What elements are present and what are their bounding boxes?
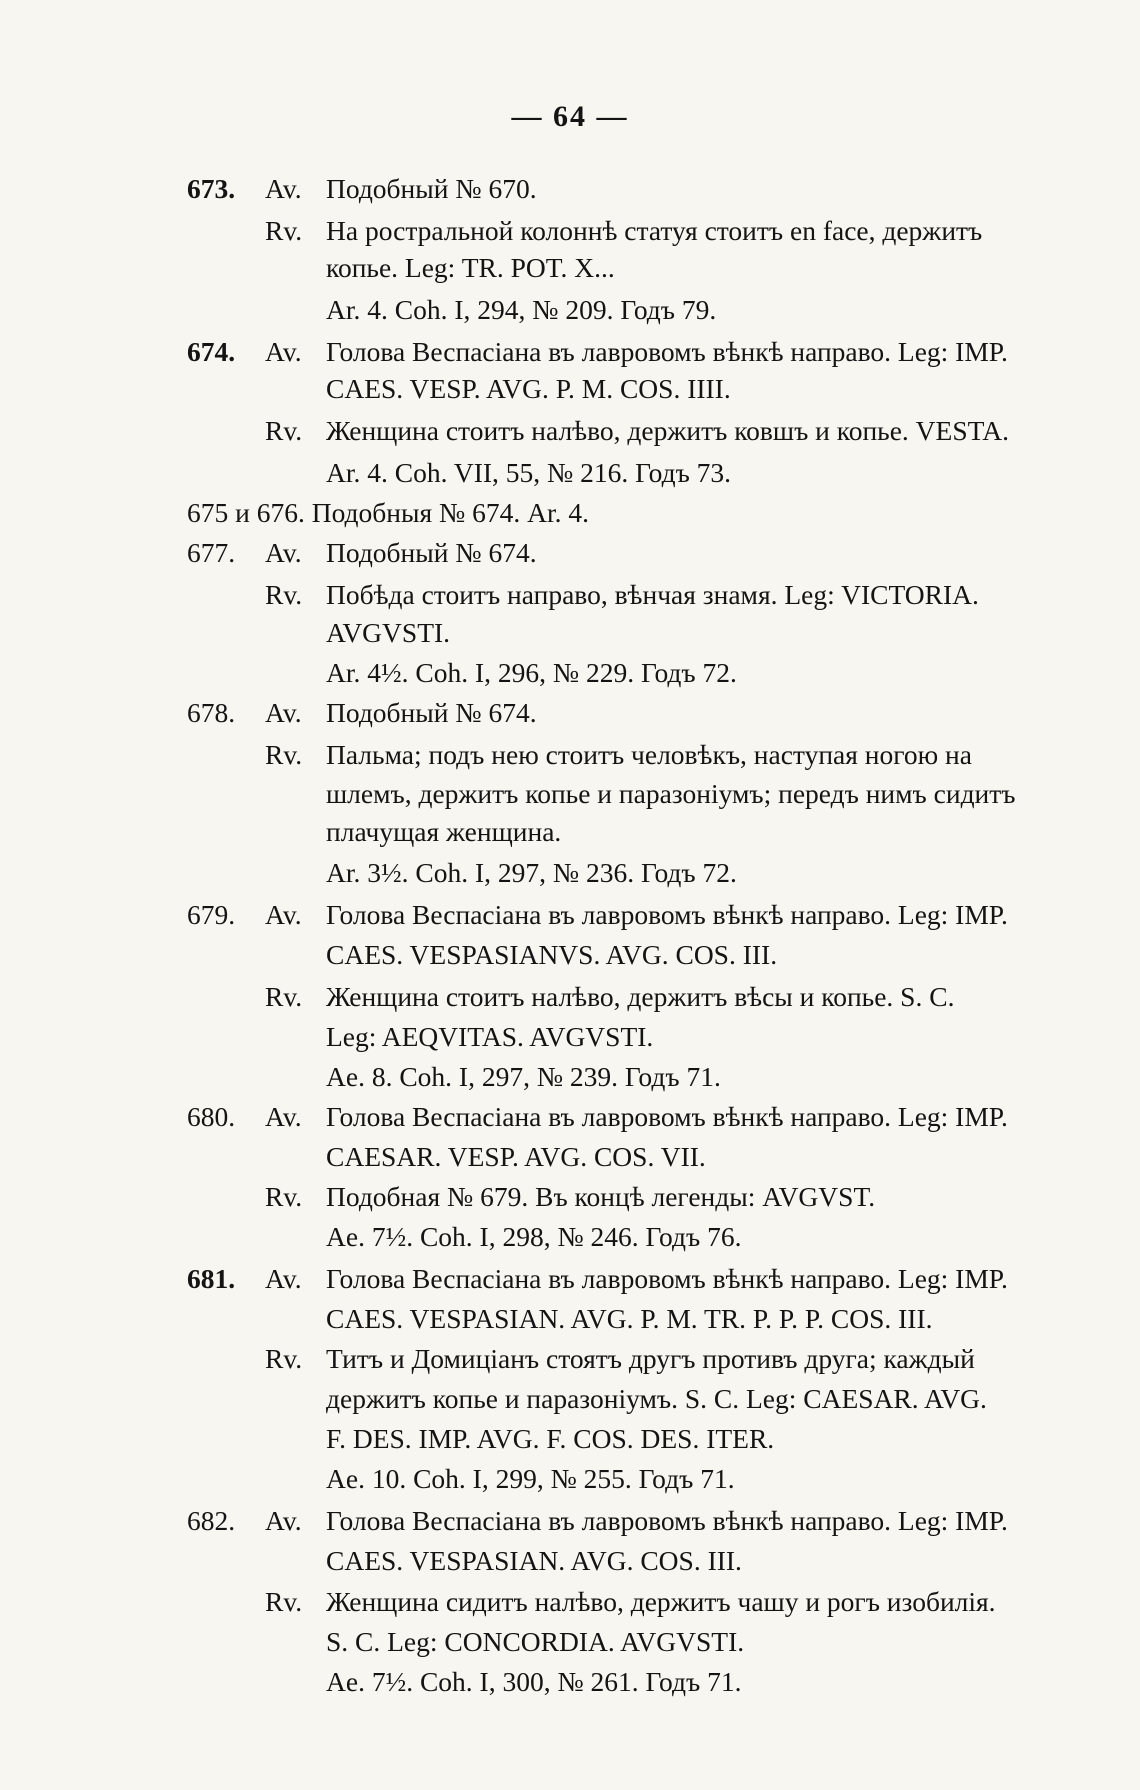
- reverse-description-cont: держитъ копье и паразоніумъ. S. C. Leg: CAESAR. AVG.: [326, 1383, 987, 1414]
- coin-metadata: Ar. 4. Coh. VII, 55, № 216. Годъ 73.: [326, 457, 732, 488]
- obverse-description-cont: CAES. VESP. AVG. P. M. COS. IIII.: [326, 373, 731, 404]
- reverse-description: Титъ и Домиціанъ стоятъ другъ противъ друга; каждый: [326, 1343, 975, 1374]
- obverse-description-cont: CAES. VESPASIANVS. AVG. COS. III.: [326, 939, 778, 970]
- reverse-description: Пальма; подъ нею стоитъ человѣкъ, наступая ногою на: [326, 739, 972, 770]
- obverse-description-cont: CAES. VESPASIAN. AVG. COS. III.: [326, 1545, 742, 1576]
- obverse-label: Av.: [265, 537, 302, 568]
- reverse-description-cont: Leg: AEQVITAS. AVGVSTI.: [326, 1021, 654, 1052]
- reverse-label: Rv.: [265, 981, 303, 1012]
- reverse-label: Rv.: [265, 215, 303, 246]
- reverse-description-cont: AVGVSTI.: [326, 617, 451, 648]
- obverse-label: Av.: [265, 173, 302, 204]
- obverse-description: Голова Веспасіана въ лавровомъ вѣнкѣ направо. Leg: IMP.: [326, 1101, 1008, 1132]
- entry-number: 680.: [187, 1101, 236, 1132]
- obverse-label: Av.: [265, 336, 302, 367]
- obverse-description: Голова Веспасіана въ лавровомъ вѣнкѣ направо. Leg: IMP.: [326, 1505, 1008, 1536]
- obverse-description-cont: CAES. VESPASIAN. AVG. P. M. TR. P. P. P. COS. III.: [326, 1303, 933, 1334]
- obverse-description: Голова Веспасіана въ лавровомъ вѣнкѣ направо. Leg: IMP.: [326, 899, 1008, 930]
- reverse-label: Rv.: [265, 1586, 303, 1617]
- coin-metadata: Ar. 3½. Coh. I, 297, № 236. Годъ 72.: [326, 857, 737, 888]
- reverse-description: Женщина стоитъ налѣво, держитъ вѣсы и копье. S. C.: [326, 981, 955, 1012]
- reverse-description: Женщина стоитъ налѣво, держитъ ковшъ и копье. VESTA.: [326, 415, 1009, 446]
- reverse-description-cont: шлемъ, держитъ копье и паразоніумъ; передъ нимъ сидитъ: [326, 778, 1016, 809]
- obverse-description-cont: CAESAR. VESP. AVG. COS. VII.: [326, 1141, 706, 1172]
- obverse-label: Av.: [265, 1101, 302, 1132]
- reverse-label: Rv.: [265, 415, 303, 446]
- entry-number: 673.: [187, 173, 236, 204]
- entry-number: 682.: [187, 1505, 236, 1536]
- entry-number: 674.: [187, 336, 236, 367]
- reverse-label: Rv.: [265, 1343, 303, 1374]
- coin-metadata: Ae. 7½. Coh. I, 300, № 261. Годъ 71.: [326, 1666, 742, 1697]
- reverse-label: Rv.: [265, 1181, 303, 1212]
- reverse-description-cont: копье. Leg: TR. POT. X...: [326, 252, 615, 283]
- obverse-description: Голова Веспасіана въ лавровомъ вѣнкѣ направо. Leg: IMP.: [326, 1263, 1008, 1294]
- reverse-description-cont: S. C. Leg: CONCORDIA. AVGVSTI.: [326, 1626, 745, 1657]
- coin-metadata: Ae. 10. Coh. I, 299, № 255. Годъ 71.: [326, 1463, 735, 1494]
- reverse-label: Rv.: [265, 579, 303, 610]
- obverse-description: Подобный № 674.: [326, 697, 537, 728]
- coin-metadata: Ae. 8. Coh. I, 297, № 239. Годъ 71.: [326, 1061, 721, 1092]
- reverse-description: На ростральной колоннѣ статуя стоитъ en face, держитъ: [326, 215, 983, 246]
- entry-number: 678.: [187, 697, 236, 728]
- obverse-label: Av.: [265, 1263, 302, 1294]
- obverse-label: Av.: [265, 1505, 302, 1536]
- reverse-description-cont: F. DES. IMP. AVG. F. COS. DES. ITER.: [326, 1423, 775, 1454]
- entry-number: 679.: [187, 899, 236, 930]
- obverse-label: Av.: [265, 899, 302, 930]
- reverse-description: Подобная № 679. Въ концѣ легенды: AVGVST.: [326, 1181, 876, 1212]
- page-number: — 64 —: [511, 100, 629, 133]
- obverse-description: Подобный № 670.: [326, 173, 537, 204]
- reverse-description-cont: плачущая женщина.: [326, 816, 562, 847]
- entry-number: 677.: [187, 537, 236, 568]
- coin-metadata: Ar. 4. Coh. I, 294, № 209. Годъ 79.: [326, 294, 717, 325]
- reverse-label: Rv.: [265, 739, 303, 770]
- reverse-description: Женщина сидитъ налѣво, держитъ чашу и рогъ изобилія.: [326, 1586, 996, 1617]
- coin-metadata: Ar. 4½. Coh. I, 296, № 229. Годъ 72.: [326, 657, 737, 688]
- coin-metadata: Ae. 7½. Coh. I, 298, № 246. Годъ 76.: [326, 1221, 742, 1252]
- obverse-description: Голова Веспасіана въ лавровомъ вѣнкѣ направо. Leg: IMP.: [326, 336, 1008, 367]
- reverse-description: Побѣда стоитъ направо, вѣнчая знамя. Leg: VICTORIA.: [326, 579, 979, 610]
- entry-number: 681.: [187, 1263, 236, 1294]
- obverse-label: Av.: [265, 697, 302, 728]
- entry-similar: 675 и 676. Подобныя № 674. Ar. 4.: [187, 497, 589, 528]
- obverse-description: Подобный № 674.: [326, 537, 537, 568]
